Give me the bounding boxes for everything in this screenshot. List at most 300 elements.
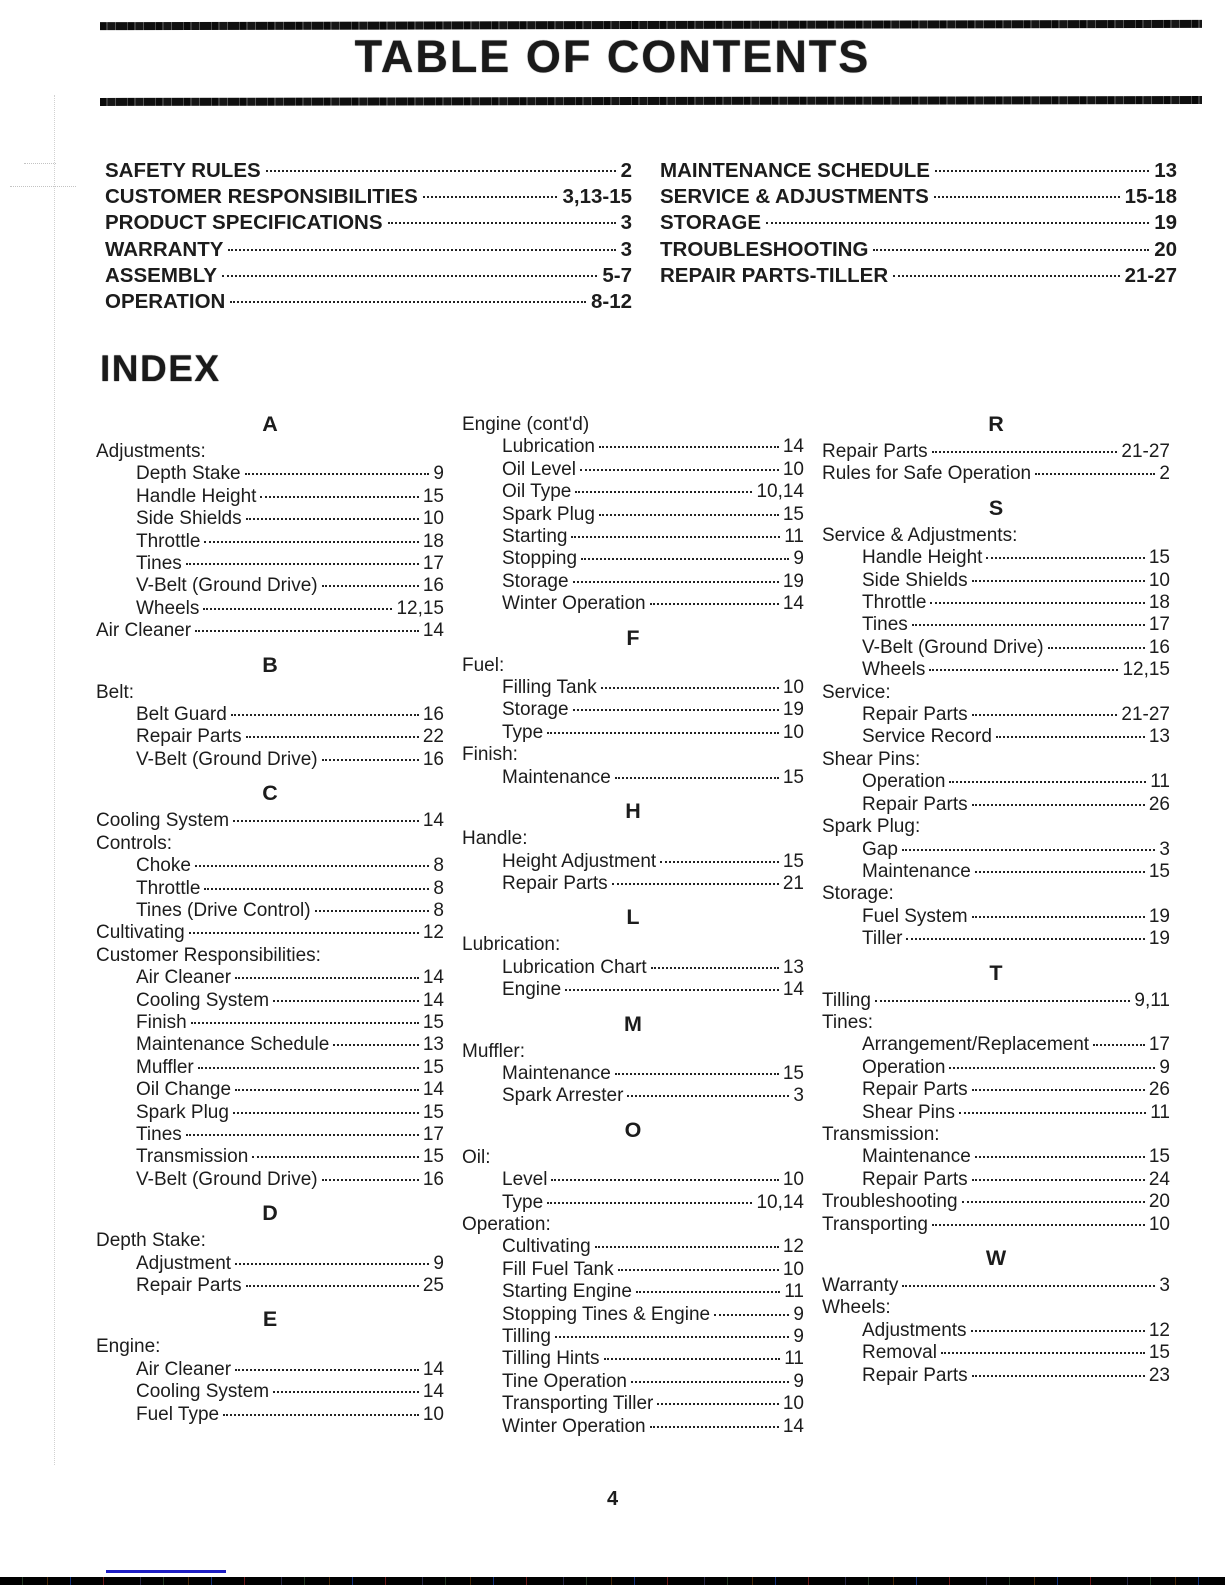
index-entry-page: 14 — [422, 1381, 444, 1403]
index-entry-label: Repair Parts — [862, 1364, 968, 1386]
dotted-leader — [204, 541, 418, 543]
dotted-leader — [186, 563, 419, 565]
toc-entry — [660, 158, 1177, 184]
index-group-label: Tines: — [822, 1011, 874, 1033]
index-entry-label: Maintenance — [502, 1062, 611, 1084]
index-entry-label: Handle Height — [136, 485, 257, 507]
index-entry-page: 19 — [1148, 905, 1170, 927]
dotted-leader — [266, 170, 616, 172]
index-entry — [96, 463, 444, 485]
index-entry — [96, 1169, 444, 1191]
dotted-leader — [198, 1067, 419, 1069]
index-entry-label: Spark Plug — [502, 503, 595, 525]
dotted-leader — [573, 709, 779, 711]
dotted-leader — [233, 820, 419, 822]
toc-entry-label: SERVICE & ADJUSTMENTS — [660, 185, 929, 209]
index-entry-page: 14 — [422, 810, 444, 832]
index-entry — [462, 851, 804, 873]
index-entry-page: 11 — [784, 1348, 804, 1370]
index-group-label: Finish: — [462, 744, 518, 766]
toc-entry — [660, 184, 1177, 210]
toc-entry-label: REPAIR PARTS-TILLER — [660, 263, 889, 287]
index-entry-page: 15 — [782, 503, 804, 525]
index-group-label: Engine (cont'd) — [462, 414, 590, 435]
index-entry-label: Choke — [136, 855, 191, 877]
dotted-leader — [627, 1095, 789, 1097]
index-entry-page: 16 — [1148, 636, 1170, 658]
index-entry-page: 12 — [422, 922, 444, 944]
index-group-label: Muffler: — [462, 1040, 526, 1062]
index-entry — [462, 1326, 804, 1348]
index-entry-label: Filling Tank — [502, 677, 597, 699]
index-entry-page: 14 — [782, 436, 804, 458]
index-entry — [822, 1079, 1170, 1101]
dotted-leader — [714, 1314, 789, 1316]
dotted-leader — [423, 196, 558, 198]
index-entry — [96, 990, 444, 1012]
dotted-leader — [929, 669, 1118, 671]
index-entry — [822, 1102, 1170, 1124]
page-title: TABLE OF CONTENTS — [354, 31, 871, 82]
dotted-leader — [875, 1000, 1131, 1002]
index-entry-page: 19 — [782, 699, 804, 721]
toc-entry-label: PRODUCT SPECIFICATIONS — [105, 211, 383, 235]
index-entry-label: Lubrication Chart — [502, 956, 647, 978]
index-entry-page: 10 — [782, 677, 804, 699]
toc-entry-page: 19 — [1154, 211, 1177, 235]
index-entry — [822, 592, 1170, 614]
index-entry-page: 11 — [1150, 771, 1170, 793]
dotted-leader — [972, 1089, 1145, 1091]
index-entry-label: Troubleshooting — [822, 1191, 958, 1213]
toc-entry — [660, 237, 1177, 263]
index-entry-page: 17 — [422, 1123, 444, 1145]
index-entry — [822, 1320, 1170, 1342]
dotted-leader — [273, 1391, 419, 1393]
index-entry-label: Air Cleaner — [136, 1358, 232, 1380]
index-entry — [462, 526, 804, 548]
index-entry-label: Repair Parts — [862, 704, 968, 726]
index-entry — [462, 699, 804, 721]
index-entry-page: 10,14 — [756, 1191, 804, 1213]
index-letter-heading: B — [262, 652, 278, 677]
dotted-leader — [1035, 473, 1155, 475]
index-entry-label: Adjustment — [136, 1252, 232, 1274]
index-entry — [462, 481, 804, 503]
index-entry-label: Cooling System — [136, 989, 270, 1011]
index-entry-page: 20 — [1148, 1191, 1170, 1213]
index-entry-page: 24 — [1148, 1168, 1170, 1190]
index-entry-label: Transporting — [822, 1213, 928, 1235]
index-entry-label: V-Belt (Ground Drive) — [136, 1168, 318, 1190]
dotted-leader — [893, 275, 1119, 277]
index-entry-page: 26 — [1148, 793, 1170, 815]
index-entry-page: 10 — [782, 721, 804, 743]
index-entry — [462, 1192, 804, 1214]
dotted-leader — [949, 781, 1146, 783]
dotted-leader — [581, 558, 789, 560]
toc-entry-page: 21-27 — [1124, 263, 1177, 287]
dotted-leader — [1093, 1044, 1145, 1046]
index-entry-label: Operation — [862, 1056, 946, 1078]
index-entry — [462, 1416, 804, 1438]
dotted-leader — [986, 557, 1144, 559]
index-entry — [96, 1102, 444, 1124]
toc-entry-label: SAFETY RULES — [105, 159, 261, 182]
dotted-leader — [959, 1112, 1146, 1114]
index-entry — [462, 1085, 804, 1107]
index-entry-label: Depth Stake — [136, 463, 241, 485]
index-entry — [822, 1214, 1170, 1236]
index-entry — [462, 1169, 804, 1191]
index-entry-label: Oil Level — [502, 458, 576, 480]
index-entry — [462, 1348, 804, 1370]
index-entry-label: Service Record — [862, 726, 992, 748]
dotted-leader — [555, 1336, 790, 1338]
index-entry-label: Maintenance — [502, 766, 611, 788]
dotted-leader — [766, 222, 1149, 224]
index-group-label: Wheels: — [822, 1297, 891, 1319]
index-letter-heading: F — [626, 625, 640, 650]
index-entry — [96, 1012, 444, 1034]
dotted-leader — [971, 1330, 1145, 1332]
index-entry — [96, 704, 444, 726]
index-entry-page: 9 — [793, 1370, 804, 1392]
dotted-leader — [599, 446, 779, 448]
index-group-label: Operation: — [462, 1213, 551, 1235]
index-entry-page: 17 — [1148, 1034, 1170, 1056]
index-entry-page: 17 — [1148, 614, 1170, 636]
index-entry-page: 10 — [782, 1169, 804, 1191]
index-entry-page: 14 — [782, 979, 804, 1001]
dotted-leader — [599, 514, 779, 516]
index-entry — [96, 1404, 444, 1426]
index-entry — [462, 1281, 804, 1303]
dotted-leader — [949, 1067, 1155, 1069]
dotted-leader — [873, 249, 1149, 251]
index-entry-page: 10 — [1148, 569, 1170, 591]
toc-entry-label: OPERATION — [105, 290, 226, 314]
index-entry-label: Throttle — [862, 592, 927, 614]
dotted-leader — [650, 603, 779, 605]
index-entry-label: Type — [502, 1191, 544, 1213]
index-entry-page: 2 — [1159, 463, 1170, 485]
index-entry-label: Lubrication — [502, 436, 595, 458]
index-entry — [822, 839, 1170, 861]
index-entry-label: Storage — [502, 570, 569, 592]
index-entry — [462, 1236, 804, 1258]
dotted-leader — [996, 736, 1145, 738]
index-entry-label: V-Belt (Ground Drive) — [136, 575, 318, 597]
index-entry — [462, 1393, 804, 1415]
index-entry-label: Winter Operation — [502, 1415, 646, 1437]
index-entry-label: Level — [502, 1169, 548, 1191]
index-group-label: Service: — [822, 681, 891, 703]
dotted-leader — [230, 301, 586, 303]
toc-entry-page: 13 — [1154, 159, 1177, 182]
index-column-1 — [96, 408, 444, 1426]
toc-entry-page: 3 — [620, 237, 632, 261]
index-entry — [462, 957, 804, 979]
index-group-label: Fuel: — [462, 654, 505, 676]
index-entry — [96, 1359, 444, 1381]
toc-entry-page: 3,13-15 — [562, 185, 632, 209]
index-entry-label: Transmission — [136, 1146, 249, 1168]
index-entry — [822, 1057, 1170, 1079]
index-entry-page: 16 — [422, 575, 444, 597]
index-letter-heading: O — [624, 1117, 642, 1142]
dotted-leader — [322, 1179, 419, 1181]
index-entry-label: Transporting Tiller — [502, 1393, 654, 1415]
index-entry-label: Maintenance — [862, 1146, 971, 1168]
index-entry-label: Muffler — [136, 1056, 194, 1078]
dotted-leader — [204, 888, 429, 890]
index-entry — [822, 726, 1170, 748]
dotted-leader — [246, 1285, 419, 1287]
index-group-label: Handle: — [462, 828, 528, 850]
index-entry-label: Throttle — [136, 877, 201, 899]
dotted-leader — [972, 714, 1118, 716]
index-entry-label: Warranty — [822, 1275, 899, 1296]
toc-entry — [660, 210, 1177, 236]
index-entry-page: 11 — [1150, 1101, 1170, 1123]
index-entry-page: 9,11 — [1134, 989, 1170, 1011]
dotted-leader — [930, 602, 1144, 604]
index-entry-label: Tine Operation — [502, 1370, 627, 1392]
index-entry — [96, 1146, 444, 1168]
index-group-label: Depth Stake: — [96, 1230, 206, 1252]
toc-entry-label: WARRANTY — [105, 237, 224, 261]
index-entry-label: Rules for Safe Operation — [822, 463, 1032, 485]
index-entry — [96, 922, 444, 944]
index-entry-label: V-Belt (Ground Drive) — [862, 636, 1044, 658]
index-entry-page: 15 — [1148, 1146, 1170, 1168]
dotted-leader — [941, 1352, 1145, 1354]
index-entry-page: 21 — [782, 872, 804, 894]
index-entry-page: 11 — [784, 526, 804, 548]
index-entry-label: Repair Parts — [136, 726, 242, 748]
dotted-leader — [636, 1291, 780, 1293]
index-entry-label: Oil Type — [502, 481, 572, 503]
index-entry — [96, 575, 444, 597]
index-entry — [822, 1169, 1170, 1191]
index-entry-page: 14 — [782, 1415, 804, 1437]
index-entry-label: Adjustments — [862, 1319, 967, 1341]
dotted-leader — [962, 1201, 1145, 1203]
index-entry-page: 17 — [422, 553, 444, 575]
index-entry-page: 15 — [422, 485, 444, 507]
index-entry-label: Starting Engine — [502, 1281, 632, 1303]
index-entry-label: Wheels — [136, 597, 200, 619]
index-group-label: Controls: — [96, 832, 173, 854]
index-entry-page: 16 — [422, 704, 444, 726]
index-group-label: Spark Plug: — [822, 816, 921, 838]
dotted-leader — [186, 1134, 419, 1136]
index-entry-page: 15 — [422, 1146, 444, 1168]
toc-entry — [660, 263, 1177, 289]
index-letter-heading: H — [625, 799, 641, 824]
index-entry — [822, 794, 1170, 816]
index-entry — [462, 677, 804, 699]
index-entry-page: 10 — [422, 508, 444, 530]
index-entry-page: 12 — [1148, 1319, 1170, 1341]
index-entry — [462, 979, 804, 1001]
index-entry-page: 15 — [782, 1062, 804, 1084]
index-entry — [96, 508, 444, 530]
index-entry-label: Cultivating — [502, 1236, 591, 1258]
index-entry-page: 12,15 — [1122, 659, 1170, 681]
index-letter-heading: S — [988, 495, 1004, 520]
dotted-leader — [228, 249, 615, 251]
index-entry — [96, 1124, 444, 1146]
index-entry-label: Operation — [862, 771, 946, 793]
toc-column-left — [105, 158, 632, 315]
index-entry-label: Spark Plug — [136, 1101, 229, 1123]
dotted-leader — [595, 1246, 779, 1248]
dotted-leader — [565, 989, 779, 991]
dotted-leader — [912, 624, 1145, 626]
dotted-leader — [195, 630, 419, 632]
index-entry-page: 21-27 — [1121, 441, 1170, 462]
toc-entry-label: TROUBLESHOOTING — [660, 237, 869, 261]
dotted-leader — [235, 1369, 419, 1371]
index-entry-page: 11 — [784, 1281, 804, 1303]
index-entry-page: 22 — [422, 726, 444, 748]
index-entry-page: 8 — [433, 899, 444, 921]
index-entry-page: 16 — [422, 1168, 444, 1190]
toc-entry-page: 2 — [620, 159, 632, 182]
index-entry — [462, 571, 804, 593]
index-entry-page: 8 — [433, 855, 444, 877]
index-entry-label: Maintenance — [862, 860, 971, 882]
index-column-3 — [822, 408, 1170, 1387]
index-entry-page: 25 — [422, 1275, 444, 1296]
index-entry — [96, 620, 444, 642]
index-entry-page: 3 — [1159, 838, 1170, 860]
index-entry — [462, 593, 804, 615]
toc-entry-label: MAINTENANCE SCHEDULE — [660, 159, 930, 182]
index-entry-page: 15 — [1148, 547, 1170, 569]
index-entry-page: 21-27 — [1121, 704, 1170, 726]
index-entry-page: 9 — [1159, 1056, 1170, 1078]
dotted-leader — [972, 804, 1145, 806]
index-entry-label: Spark Arrester — [502, 1085, 624, 1107]
index-entry — [96, 1057, 444, 1079]
index-entry-page: 10 — [782, 458, 804, 480]
title-banner-top-rule — [100, 20, 1202, 30]
dotted-leader — [902, 849, 1156, 851]
index-group-label: Engine: — [96, 1336, 161, 1358]
index-entry-page: 14 — [422, 1358, 444, 1380]
dotted-leader — [189, 932, 419, 934]
dotted-leader — [571, 536, 780, 538]
index-letter-heading: T — [989, 960, 1003, 985]
index-group-label: Service & Adjustments: — [822, 524, 1018, 546]
index-group-label: Lubrication: — [462, 934, 561, 956]
index-entry-page: 19 — [782, 570, 804, 592]
dotted-leader — [235, 1263, 429, 1265]
toc-entry-page: 8-12 — [590, 290, 632, 314]
index-entry — [822, 990, 1170, 1012]
index-entry — [462, 1371, 804, 1393]
index-entry — [822, 704, 1170, 726]
dotted-leader — [972, 1179, 1145, 1181]
index-entry-label: Maintenance Schedule — [136, 1034, 330, 1056]
index-entry-label: Repair Parts — [502, 872, 608, 894]
index-entry-label: Cooling System — [96, 810, 230, 832]
index-entry-label: Gap — [862, 838, 898, 860]
index-entry — [462, 767, 804, 789]
index-entry-label: Side Shields — [862, 569, 968, 591]
scan-artifact-dash — [10, 186, 76, 187]
dotted-leader — [902, 1285, 1155, 1287]
index-entry — [96, 1253, 444, 1275]
index-group-label: Shear Pins: — [822, 748, 921, 770]
index-entry — [96, 1275, 444, 1297]
index-entry-label: Engine — [502, 979, 562, 1001]
index-entry — [822, 463, 1170, 485]
index-entry — [96, 486, 444, 508]
index-entry — [96, 553, 444, 575]
index-entry — [822, 637, 1170, 659]
index-entry — [96, 967, 444, 989]
index-entry — [462, 1063, 804, 1085]
index-entry-page: 15 — [1148, 860, 1170, 882]
index-entry — [462, 1304, 804, 1326]
index-entry-page: 12 — [782, 1236, 804, 1258]
index-entry-page: 10 — [782, 1258, 804, 1280]
index-entry — [822, 570, 1170, 592]
index-entry-label: Cultivating — [96, 922, 185, 944]
index-entry — [822, 614, 1170, 636]
index-entry-page: 8 — [433, 877, 444, 899]
index-entry-label: Starting — [502, 526, 568, 548]
index-entry-page: 26 — [1148, 1079, 1170, 1101]
index-entry — [822, 861, 1170, 883]
index-entry-label: Fuel System — [862, 905, 968, 927]
index-entry-label: Stopping — [502, 548, 578, 570]
index-entry-page: 9 — [793, 1303, 804, 1325]
index-entry-page: 13 — [1148, 726, 1170, 748]
index-entry — [462, 873, 804, 895]
index-entry-label: Tines (Drive Control) — [136, 899, 311, 921]
dotted-leader — [972, 916, 1145, 918]
index-entry-page: 15 — [1148, 1342, 1170, 1364]
index-entry — [462, 722, 804, 744]
index-entry-label: Fill Fuel Tank — [502, 1258, 614, 1280]
index-entry-label: Storage — [502, 699, 569, 721]
dotted-leader — [235, 1089, 419, 1091]
index-entry-page: 19 — [1148, 928, 1170, 950]
index-entry-label: Repair Parts — [862, 1079, 968, 1101]
index-entry-page: 10 — [422, 1403, 444, 1425]
dotted-leader — [934, 196, 1120, 198]
index-entry-label: Tilling — [502, 1326, 551, 1347]
toc-column-right — [660, 158, 1177, 289]
index-entry — [822, 547, 1170, 569]
index-entry — [822, 1034, 1170, 1056]
index-entry-page: 15 — [422, 1101, 444, 1123]
index-entry-label: Repair Parts — [822, 441, 928, 462]
index-entry-label: Arrangement/Replacement — [862, 1034, 1090, 1056]
index-entry-page: 18 — [422, 530, 444, 552]
index-letter-heading: E — [262, 1307, 278, 1332]
index-letter-heading: M — [624, 1011, 642, 1036]
index-entry — [822, 1365, 1170, 1387]
index-entry-page: 9 — [433, 463, 444, 485]
dotted-leader — [222, 275, 597, 277]
dotted-leader — [273, 1000, 419, 1002]
